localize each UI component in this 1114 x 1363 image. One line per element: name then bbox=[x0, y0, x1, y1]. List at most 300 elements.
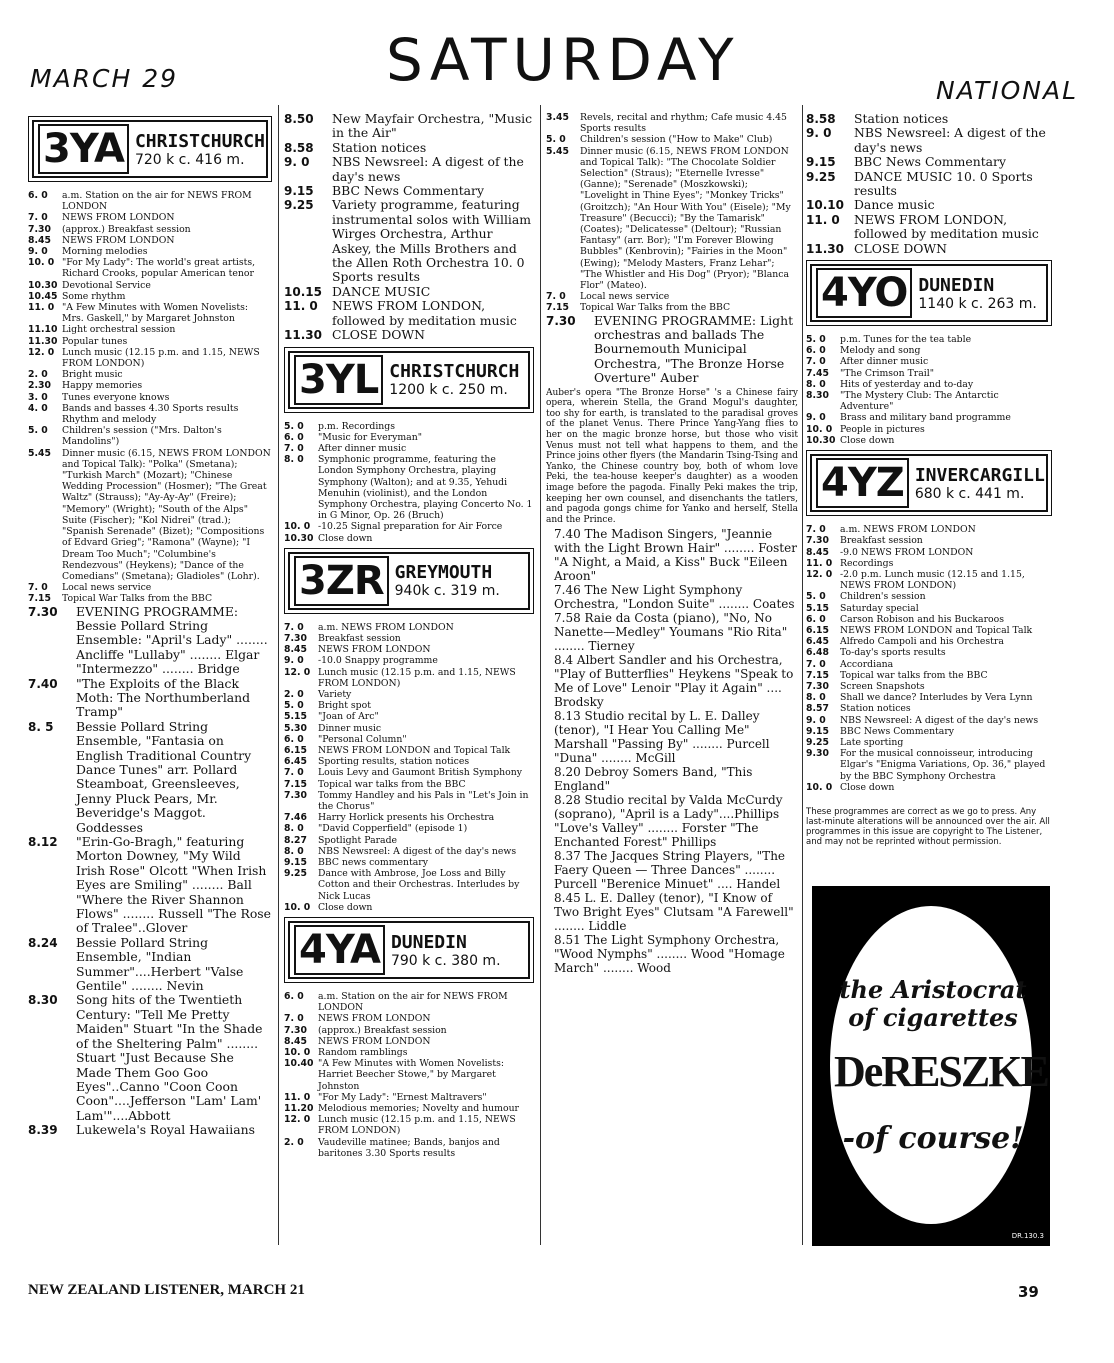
entry-time: 9. 0 bbox=[806, 412, 826, 424]
entry-text: Lunch music (12.15 p.m. and 1.15, NEWS FROM LONDON) bbox=[62, 346, 260, 370]
entry-time: 6.45 bbox=[284, 756, 307, 768]
ad-brand: DeRESZKE bbox=[834, 1047, 1048, 1096]
entry-text: BBC News Commentary bbox=[854, 154, 1006, 170]
entry-time: 5.45 bbox=[28, 447, 51, 459]
entry-text: Alfredo Campoli and his Orchestra bbox=[840, 636, 1004, 648]
entry-text: "For My Lady": "Ernest Maltravers" bbox=[318, 1091, 487, 1103]
station-name: INVERCARGILL bbox=[914, 464, 1045, 486]
schedule-entry bbox=[284, 711, 534, 722]
entry-time: 5. 0 bbox=[806, 591, 826, 603]
entry-text: Carson Robison and his Buckaroos bbox=[840, 613, 1004, 625]
entry-time: 3.45 bbox=[546, 112, 569, 123]
schedule-entry bbox=[806, 647, 1052, 658]
schedule-entry bbox=[806, 524, 1052, 535]
schedule-entry bbox=[806, 198, 1052, 212]
entry-text: Children's session ("How to Make" Club) bbox=[580, 134, 773, 146]
programme-item: 7.40 The Madison Singers, "Jeannie with the Light Brown Hair" ........ Foster "A Night, a Maid, a Kiss" Buck "Eileen Aroon" bbox=[554, 527, 797, 584]
entry-time: 9.30 bbox=[806, 748, 829, 760]
entry-time: 9. 0 bbox=[806, 126, 832, 141]
entry-text: "The Exploits of the Black Moth: The Northumberland Tramp" bbox=[76, 675, 251, 720]
schedule-entry bbox=[806, 703, 1052, 714]
schedule-list bbox=[28, 190, 272, 605]
entry-text: Late sporting bbox=[840, 736, 904, 748]
entry-time: 8. 0 bbox=[806, 692, 826, 704]
entry-time: 6.45 bbox=[806, 636, 829, 648]
evening-items bbox=[546, 527, 798, 975]
entry-text: Local news service bbox=[62, 582, 152, 594]
entry-time: 10. 0 bbox=[28, 257, 55, 269]
entry-text: a.m. Station on the air for NEWS FROM LONDON bbox=[62, 190, 252, 213]
entry-text: "Personal Column" bbox=[318, 733, 407, 745]
entry-time: 10.45 bbox=[28, 290, 58, 302]
entry-time: 8. 0 bbox=[284, 454, 304, 466]
schedule-entry bbox=[284, 299, 534, 328]
entry-time: 7.30 bbox=[28, 604, 58, 619]
schedule-entry bbox=[284, 745, 534, 756]
entry-time: 8.45 bbox=[284, 644, 307, 656]
entry-text: "The Crimson Trail" bbox=[840, 367, 934, 379]
entry-time: 10.15 bbox=[284, 284, 322, 299]
entry-text: Dinner music bbox=[318, 722, 382, 734]
entry-text: (approx.) Breakfast session bbox=[62, 223, 191, 235]
entry-text: Topical war talks from the BBC bbox=[840, 669, 988, 681]
entry-time: 7. 0 bbox=[806, 524, 826, 536]
station-callsign: 3ZR bbox=[294, 556, 389, 606]
entry-time: 10. 0 bbox=[806, 423, 833, 435]
entry-text: Shall we dance? Interludes by Vera Lynn bbox=[840, 692, 1033, 704]
entry-time: 5.30 bbox=[284, 722, 307, 734]
schedule-entry bbox=[284, 521, 534, 532]
entry-text: "A Few Minutes with Women Novelists: Mrs. Gaskell," by Margaret Johnston bbox=[62, 302, 248, 325]
entry-time: 5. 0 bbox=[284, 420, 304, 432]
entry-time: 9.25 bbox=[284, 198, 314, 213]
entry-time: 8.24 bbox=[28, 935, 58, 950]
station-name: DUNEDIN bbox=[918, 274, 995, 296]
entry-time: 11. 0 bbox=[284, 299, 318, 314]
entry-time: 10. 0 bbox=[284, 1047, 311, 1059]
schedule-entry bbox=[284, 1025, 534, 1036]
entry-time: 6.15 bbox=[284, 744, 307, 756]
footer-publication: NEW ZEALAND LISTENER, MARCH 21 bbox=[28, 1282, 305, 1298]
entry-time: 8. 0 bbox=[284, 845, 304, 857]
entry-time: 7.30 bbox=[546, 313, 576, 328]
schedule-entry bbox=[284, 443, 534, 454]
ad-tagline: the Aristocrat of cigarettes bbox=[839, 975, 1027, 1032]
entry-time: 6. 0 bbox=[806, 613, 826, 625]
schedule-entry bbox=[546, 314, 798, 386]
entry-text: Topical War Talks from the BBC bbox=[580, 302, 731, 314]
station-banner-4ya bbox=[284, 917, 534, 983]
entry-time: 9.15 bbox=[806, 155, 836, 170]
entry-time: 6. 0 bbox=[28, 190, 48, 201]
station-name: CHRISTCHURCH bbox=[389, 361, 520, 382]
schedule-entry bbox=[28, 347, 272, 369]
schedule-entry bbox=[28, 235, 272, 246]
station-banner-4yo bbox=[806, 260, 1052, 326]
schedule-entry bbox=[546, 146, 798, 292]
schedule-entry bbox=[806, 558, 1052, 569]
entry-time: 7. 0 bbox=[28, 582, 48, 594]
schedule-entry bbox=[284, 633, 534, 644]
entry-text: Breakfast session bbox=[318, 632, 401, 644]
entry-time: 7. 0 bbox=[284, 767, 304, 779]
entry-text: Popular tunes bbox=[62, 335, 128, 347]
entry-text: -9.0 NEWS FROM LONDON bbox=[840, 546, 974, 558]
schedule-entry bbox=[806, 155, 1052, 169]
station-banner-3yl bbox=[284, 347, 534, 413]
entry-time: 11.30 bbox=[806, 241, 844, 256]
schedule-entry bbox=[806, 715, 1052, 726]
entry-time: 5.15 bbox=[284, 711, 307, 723]
schedule-entry bbox=[284, 1103, 534, 1114]
schedule-entry bbox=[806, 737, 1052, 748]
entry-time: 11. 0 bbox=[28, 302, 55, 314]
schedule-entry bbox=[284, 779, 534, 790]
schedule-entry bbox=[284, 285, 534, 299]
schedule-entry bbox=[284, 454, 534, 521]
entry-text: People in pictures bbox=[840, 423, 925, 435]
column-3 bbox=[546, 112, 798, 1242]
entry-time: 10.30 bbox=[28, 279, 58, 291]
schedule-entry bbox=[806, 681, 1052, 692]
schedule-entry bbox=[284, 198, 534, 284]
schedule-entry bbox=[28, 336, 272, 347]
schedule-entry bbox=[806, 692, 1052, 703]
entry-text: NEWS FROM LONDON, followed by meditation music bbox=[854, 211, 1039, 242]
entry-text: Breakfast session bbox=[840, 535, 923, 547]
entry-text: NEWS FROM LONDON and Topical Talk bbox=[318, 744, 511, 756]
entry-time: 8.30 bbox=[806, 390, 829, 402]
entry-time: 2. 0 bbox=[284, 1136, 304, 1148]
schedule-entry bbox=[284, 823, 534, 834]
programme-item: 8.51 The Light Symphony Orchestra, "Wood Nymphs" ........ Wood "Homage March" ........ Wood bbox=[554, 933, 785, 976]
entry-time: 9.15 bbox=[284, 184, 314, 199]
schedule-entry bbox=[284, 902, 534, 913]
schedule-entry bbox=[806, 569, 1052, 591]
evening-schedule-continued bbox=[284, 112, 534, 343]
entry-text: Dinner music (6.15, NEWS FROM LONDON and Topical Talk): "Polka" (Smetana); "Turkish March" (Mozart); "Chinese Wedding Procession" (Hosmer); "The Great Waltz" (Strauss); "Ay-Ay-Ay" (Freire); "Memory" (Wright); "South of the Alps" Suite (Fischer); "Kol Nidrei" (trad.); "Spanish Serenade" (Bizet); "Compositions of Edvard Grieg"; "Ramona" (Wayne); "I Dream Too Much"; "Columbine's Rendezvous" (Heykens); "Dance of the Comedians" (Smetana); Gladioles" (Lohr). bbox=[62, 447, 271, 582]
entry-text: Song hits of the Twentieth Century: "Tell Me Pretty Maiden" Stuart "In the Shade of the Sheltering Palm" ........ Stuart "Just Because She Made Them Goo Goo Eyes"..Canno "Coon Coon Coon"....Jefferson "Lam' Lam' Lam'"....Abbott bbox=[76, 992, 263, 1123]
entry-text: DANCE MUSIC bbox=[332, 283, 431, 299]
entry-text: Screen Snapshots bbox=[840, 680, 925, 692]
schedule-entry bbox=[806, 213, 1052, 242]
schedule-entry bbox=[28, 380, 272, 391]
entry-time: 7. 0 bbox=[806, 658, 826, 670]
schedule-list bbox=[806, 334, 1052, 446]
schedule-entry bbox=[284, 1114, 534, 1136]
schedule-entry bbox=[284, 184, 534, 198]
programme-item: 8.45 L. E. Dalley (tenor), "I Know of Two Bright Eyes" Clutsam "A Farewell" ........ Liddle bbox=[554, 891, 794, 934]
entry-time: 8.50 bbox=[284, 112, 314, 126]
entry-time: 6. 0 bbox=[806, 345, 826, 357]
entry-text: Lunch music (12.15 p.m. and 1.15, NEWS FROM LONDON) bbox=[318, 1114, 516, 1137]
schedule-entry bbox=[284, 1013, 534, 1024]
entry-time: 5. 0 bbox=[806, 334, 826, 346]
entry-time: 8.57 bbox=[806, 703, 829, 715]
entry-time: 12. 0 bbox=[284, 666, 311, 678]
entry-text: Bright spot bbox=[318, 700, 371, 712]
entry-text: "Erin-Go-Bragh," featuring Morton Downey, "My Wild Irish Rose" Olcott "When Irish Eyes are Smiling" ........ Ball "Where the River Shannon Flows" ........ Russell "The Rose of Tralee"..Glover bbox=[76, 834, 271, 936]
entry-time: 9.15 bbox=[284, 857, 307, 868]
entry-text: "The Mystery Club: The Antarctic Adventure" bbox=[840, 390, 999, 413]
entry-text: a.m. NEWS FROM LONDON bbox=[318, 621, 454, 633]
schedule-entry bbox=[806, 782, 1052, 793]
schedule-entry bbox=[546, 302, 798, 313]
entry-text: Close down bbox=[840, 781, 895, 793]
entry-time: 8.45 bbox=[806, 546, 829, 558]
programme-item: 7.46 The New Light Symphony Orchestra, "London Suite" ........ Coates bbox=[554, 583, 795, 612]
entry-time: 9.25 bbox=[806, 736, 829, 748]
entry-time: 7.46 bbox=[284, 812, 307, 824]
schedule-entry bbox=[806, 126, 1052, 155]
schedule-entry bbox=[28, 835, 272, 936]
schedule-entry bbox=[28, 720, 272, 835]
entry-time: 9. 0 bbox=[284, 655, 304, 667]
entry-text: NEWS FROM LONDON bbox=[318, 1013, 431, 1025]
schedule-entry bbox=[284, 868, 534, 902]
schedule-entry bbox=[806, 726, 1052, 737]
entry-time: 8. 0 bbox=[806, 378, 826, 390]
entry-time: 8.27 bbox=[284, 834, 307, 846]
entry-text: NEWS FROM LONDON bbox=[318, 644, 431, 656]
entry-text: Children's session ("Mrs. Dalton's Mandolins") bbox=[62, 425, 222, 448]
schedule-entry bbox=[28, 403, 272, 425]
page-number: 39 bbox=[1018, 1283, 1039, 1301]
programme-item: 7.58 Raie da Costa (piano), "No, No Nanette—Medley" Youmans "Rio Rita" ........ Tierney bbox=[554, 611, 788, 654]
schedule-list bbox=[284, 991, 534, 1159]
station-frequency: 1140 k c. 263 m. bbox=[918, 295, 1037, 312]
station-banner-4yz bbox=[806, 450, 1052, 516]
entry-text: NEWS FROM LONDON bbox=[62, 234, 175, 246]
schedule-entry bbox=[284, 700, 534, 711]
schedule-list bbox=[546, 112, 798, 314]
entry-text: CLOSE DOWN bbox=[854, 240, 948, 256]
entry-time: 7. 0 bbox=[546, 291, 566, 303]
network-label: NATIONAL bbox=[936, 76, 1079, 105]
entry-text: Morning melodies bbox=[62, 246, 148, 258]
entry-time: 8.12 bbox=[28, 835, 58, 850]
entry-time: 7.30 bbox=[284, 632, 307, 644]
page-date: MARCH 29 bbox=[30, 64, 179, 93]
evening-schedule bbox=[28, 605, 272, 1138]
entry-time: 7.45 bbox=[806, 367, 829, 379]
schedule-entry bbox=[28, 224, 272, 235]
ad-code: DR.130.3 bbox=[1011, 1232, 1044, 1240]
schedule-entry bbox=[284, 857, 534, 868]
entry-time: 7.15 bbox=[28, 593, 51, 605]
entry-text: After dinner music bbox=[318, 442, 407, 454]
station-callsign: 4YO bbox=[816, 268, 912, 318]
entry-time: 10.40 bbox=[284, 1058, 314, 1070]
entry-text: Revels, recital and rhythm; Cafe music 4.45 Sports results bbox=[580, 112, 787, 135]
entry-time: 5.45 bbox=[546, 145, 569, 157]
entry-text: Hits of yesterday and to-day bbox=[840, 378, 974, 390]
schedule-entry bbox=[28, 324, 272, 335]
entry-text: Spotlight Parade bbox=[318, 834, 398, 846]
schedule-entry bbox=[806, 112, 1052, 126]
entry-text: Tunes everyone knows bbox=[62, 391, 170, 403]
entry-text: Accordiana bbox=[840, 658, 894, 670]
entry-text: EVENING PROGRAMME: Light orchestras and ballads The Bournemouth Municipal Orchestra, "The Bronze Horse Overture" Auber bbox=[594, 312, 794, 386]
station-callsign: 3YL bbox=[294, 355, 383, 405]
entry-text: Vaudeville matinee; Bands, banjos and baritones 3.30 Sports results bbox=[318, 1136, 500, 1159]
entry-text: NEWS FROM LONDON, followed by meditation music bbox=[332, 298, 517, 328]
schedule-entry bbox=[284, 1058, 534, 1092]
entry-time: 7. 0 bbox=[284, 1013, 304, 1025]
entry-text: p.m. Tunes for the tea table bbox=[840, 334, 972, 346]
entry-time: 9. 0 bbox=[806, 714, 826, 726]
schedule-entry bbox=[284, 767, 534, 778]
station-banner-3zr bbox=[284, 548, 534, 614]
station-name: GREYMOUTH bbox=[394, 562, 493, 584]
entry-time: 7.30 bbox=[806, 680, 829, 692]
schedule-entry bbox=[284, 835, 534, 846]
entry-text: Brass and military band programme bbox=[840, 412, 1011, 424]
station-frequency: 940k c. 319 m. bbox=[394, 583, 500, 600]
entry-text: Devotional Service bbox=[62, 279, 151, 291]
programme-item: 8.13 Studio recital by L. E. Dalley (tenor), "I Hear You Calling Me" Marshall "Passing By" ........ Purcell "Duna" ........ McGill bbox=[554, 709, 770, 766]
schedule-entry bbox=[284, 655, 534, 666]
schedule-entry bbox=[28, 246, 272, 257]
entry-text: Close down bbox=[318, 901, 373, 913]
entry-time: 6. 0 bbox=[284, 733, 304, 745]
schedule-entry bbox=[284, 622, 534, 633]
entry-text: BBC News Commentary bbox=[332, 183, 484, 199]
entry-text: Local news service bbox=[580, 291, 670, 303]
schedule-entry bbox=[28, 448, 272, 582]
entry-text: (approx.) Breakfast session bbox=[318, 1024, 447, 1036]
station-callsign: 4YA bbox=[294, 925, 385, 975]
schedule-entry bbox=[28, 425, 272, 447]
entry-time: 9.15 bbox=[806, 725, 829, 737]
station-name: DUNEDIN bbox=[390, 931, 467, 953]
schedule-entry bbox=[284, 421, 534, 432]
schedule-entry bbox=[284, 812, 534, 823]
entry-time: 11.10 bbox=[28, 324, 58, 336]
entry-text: Station notices bbox=[854, 112, 949, 126]
entry-text: New Mayfair Orchestra, "Music in the Air" bbox=[332, 112, 533, 141]
entry-time: 8.58 bbox=[284, 140, 314, 155]
entry-time: 10.30 bbox=[284, 532, 314, 544]
schedule-entry bbox=[284, 991, 534, 1013]
schedule-entry bbox=[806, 547, 1052, 558]
entry-time: 8.45 bbox=[28, 234, 51, 246]
schedule-entry bbox=[284, 846, 534, 857]
entry-time: 9.25 bbox=[806, 169, 836, 184]
schedule-entry bbox=[546, 134, 798, 145]
schedule-entry bbox=[806, 170, 1052, 199]
schedule-entry bbox=[28, 392, 272, 403]
entry-time: 4. 0 bbox=[28, 402, 48, 414]
entry-text: Station notices bbox=[840, 703, 911, 715]
entry-time: 7.30 bbox=[284, 789, 307, 801]
entry-text: Happy memories bbox=[62, 380, 143, 392]
schedule-entry bbox=[546, 112, 798, 134]
entry-text: NBS Newsreel: A digest of the day's news bbox=[840, 714, 1039, 726]
entry-text: DANCE MUSIC 10. 0 Sports results bbox=[854, 168, 1033, 199]
entry-time: 3. 0 bbox=[28, 391, 48, 403]
entry-time: 6.48 bbox=[806, 647, 829, 659]
entry-text: To-day's sports results bbox=[840, 647, 946, 659]
schedule-entry bbox=[284, 790, 534, 812]
entry-text: Melodious memories; Novelty and humour bbox=[318, 1103, 519, 1115]
schedule-entry bbox=[806, 670, 1052, 681]
entry-time: 9. 0 bbox=[284, 155, 310, 170]
entry-time: 8.58 bbox=[806, 112, 836, 126]
station-name: CHRISTCHURCH bbox=[134, 130, 265, 152]
entry-text: -10.0 Snappy programme bbox=[318, 655, 438, 667]
schedule-entry bbox=[806, 603, 1052, 614]
entry-text: Lukewela's Royal Hawaiians bbox=[76, 1122, 255, 1138]
entry-time: 10. 0 bbox=[806, 781, 833, 793]
entry-time: 7.30 bbox=[284, 1024, 307, 1036]
entry-time: 12. 0 bbox=[28, 346, 55, 358]
entry-text: Melody and song bbox=[840, 345, 921, 357]
entry-text: CLOSE DOWN bbox=[332, 327, 426, 343]
entry-text: Dance with Ambrose, Joe Loss and Billy Cotton and their Orchestras. Interludes by Nick Lucas bbox=[318, 868, 520, 902]
entry-text: Bessie Pollard String Ensemble, "Indian Summer"....Herbert "Valse Gentile" ........ Nevin bbox=[76, 934, 244, 994]
programme-note: Auber's opera "The Bronze Horse" 's a Chinese fairy opera, wherein Stella, the Grand Mogul's daughter, too shy for earth, is translated to the paradisal groves of the planet Venus. There Prince Yang-Yang flies to her on the magic bronze horse, but those who visit Venus must not tell what happens to them, and the Prince joins other flyers (the Mandarin Tsing-Tsing and Yanko, the Chinese country boy, both of whom love Peki, the tea-house keeper's daughter) as a wooden image before the pagoda. Finally Peki makes the trip, keeping her own counsel, and disenchants the tatlers, and pagoda gongs chime for Yanko and herself, Stella and the Prince. bbox=[546, 387, 798, 525]
schedule-list bbox=[284, 421, 534, 544]
schedule-entry bbox=[546, 291, 798, 302]
entry-time: 2. 0 bbox=[28, 369, 48, 381]
schedule-entry bbox=[284, 533, 534, 544]
entry-time: 7. 0 bbox=[284, 442, 304, 454]
page-title: SATURDAY bbox=[386, 26, 740, 94]
schedule-entry bbox=[806, 412, 1052, 423]
schedule-entry bbox=[28, 593, 272, 604]
schedule-entry bbox=[284, 1047, 534, 1058]
entry-text: NEWS FROM LONDON bbox=[62, 212, 175, 224]
entry-time: 7. 0 bbox=[28, 212, 48, 224]
schedule-list bbox=[284, 622, 534, 913]
schedule-entry bbox=[806, 535, 1052, 546]
schedule-entry bbox=[284, 667, 534, 689]
entry-text: Dinner music (6.15, NEWS FROM LONDON and Topical Talk): "The Chocolate Soldier Selection" (Straus); "Eternelle Ivresse" (Ganne); "Serenade" (Moszkowski); "Lovelight in Thine Eyes"; "Monkey Tricks" (Groitzch); "An Hour With You" (Eisele); "My Treasure" (Becucci); "By the Tamarisk" (Coates); "Delicatesse" (Deltour); "Russian Fantasy" (arr. Bor); "I'm Forever Blowing Bubbles" (Kenbrovin); "Fairies in the Moon" (Ewing); "Melody Masters, Franz Lehar"; "The Whistler and His Dog" (Pryor); "Blanca Flor" (Mateo). bbox=[580, 145, 791, 292]
entry-time: 12. 0 bbox=[284, 1114, 311, 1126]
schedule-entry bbox=[28, 302, 272, 324]
entry-text: Topical war talks from the BBC bbox=[318, 778, 466, 790]
schedule-entry bbox=[284, 756, 534, 767]
schedule-entry bbox=[28, 1123, 272, 1137]
entry-text: p.m. Recordings bbox=[318, 420, 396, 432]
schedule-entry bbox=[284, 1092, 534, 1103]
entry-time: 10.30 bbox=[806, 434, 836, 446]
schedule-entry bbox=[28, 190, 272, 212]
schedule-entry bbox=[806, 334, 1052, 345]
entry-text: Recordings bbox=[840, 557, 894, 569]
schedule-entry bbox=[28, 280, 272, 291]
entry-text: Bright music bbox=[62, 369, 123, 381]
entry-text: For the musical connoisseur, introducing Elgar's "Enigma Variations, Op. 36," played by the BBC Symphony Orchestra bbox=[840, 748, 1046, 782]
column-divider bbox=[278, 105, 279, 1245]
entry-time: 8.45 bbox=[284, 1035, 307, 1047]
entry-text: Close down bbox=[318, 532, 373, 544]
entry-time: 2. 0 bbox=[284, 688, 304, 700]
station-banner-3ya bbox=[28, 116, 272, 182]
schedule-entry bbox=[28, 582, 272, 593]
schedule-entry bbox=[284, 1137, 534, 1159]
entry-text: After dinner music bbox=[840, 356, 929, 368]
entry-text: BBC News Commentary bbox=[840, 725, 955, 737]
schedule-entry bbox=[28, 369, 272, 380]
entry-text: Light orchestral session bbox=[62, 324, 176, 336]
programme-item: 8.28 Studio recital by Valda McCurdy (soprano), "April is a Lady"....Phillips "Love's Valley" ........ Forster "The Enchanted Forest" Phillips bbox=[554, 793, 783, 850]
schedule-entry bbox=[284, 1036, 534, 1047]
entry-text: NBS Newsreel: A digest of the day's news bbox=[854, 125, 1046, 155]
schedule-entry bbox=[28, 677, 272, 720]
station-frequency: 790 k c. 380 m. bbox=[390, 952, 501, 969]
